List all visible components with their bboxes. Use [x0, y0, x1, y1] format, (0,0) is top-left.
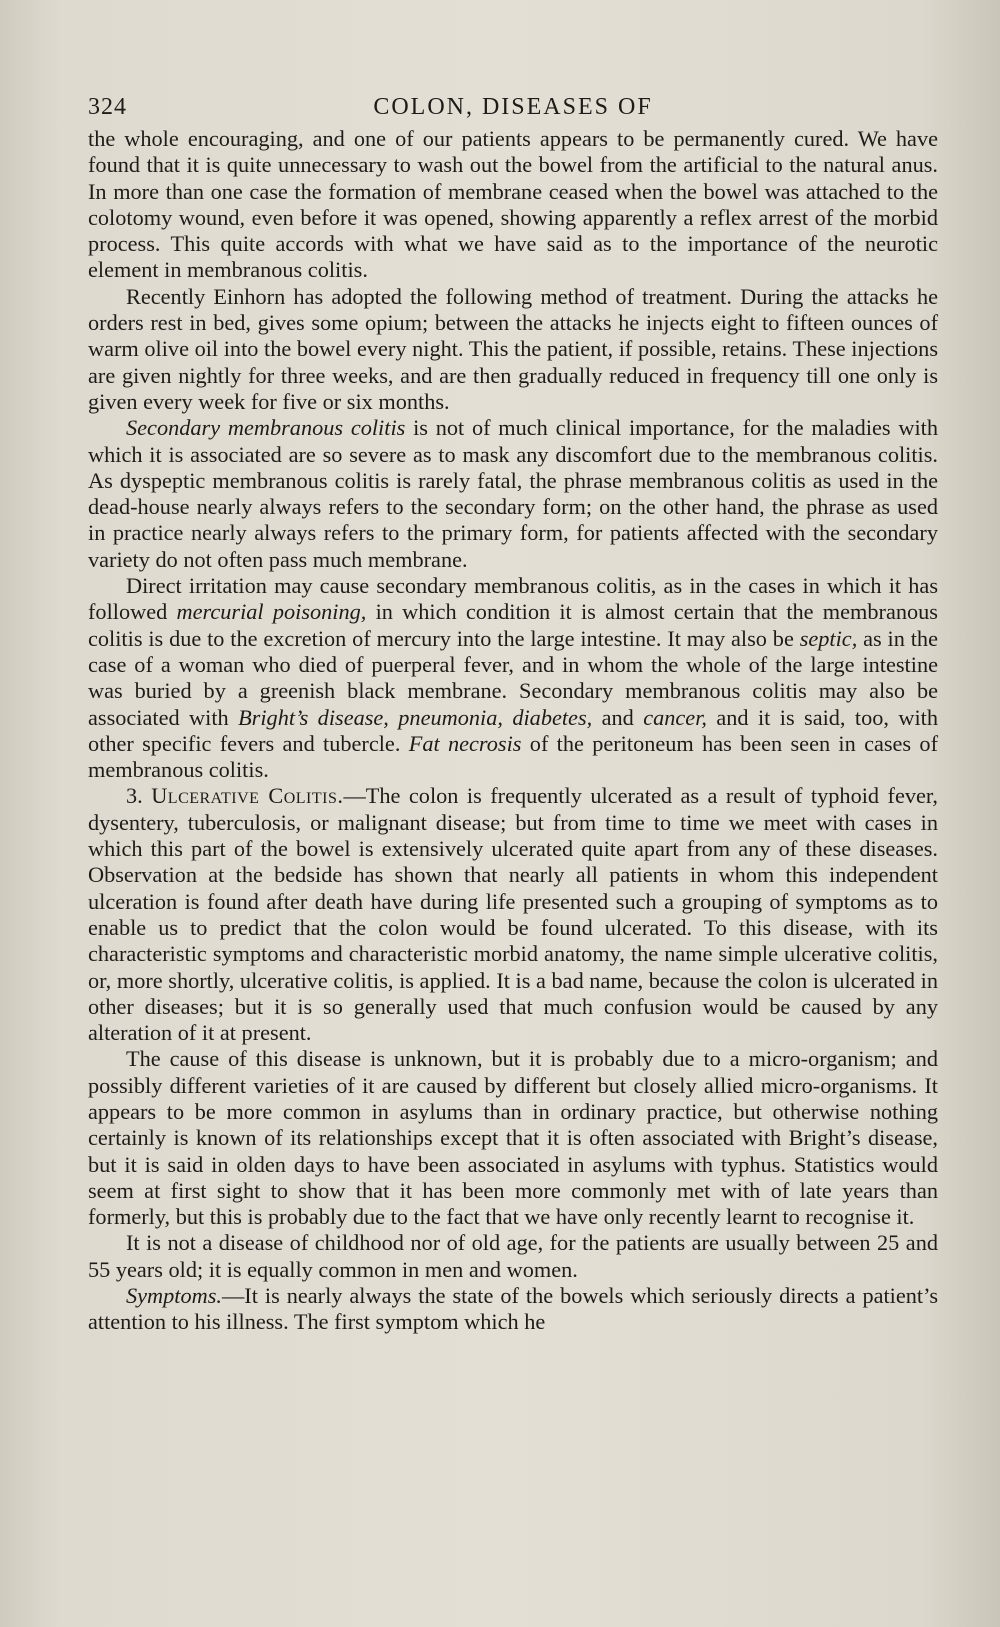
- text-run: Direct irritation may cause secondary membranous colitis, as in the cases in which it has followed: [88, 573, 938, 625]
- paragraph: [88, 1230, 938, 1283]
- paragraph: [88, 415, 938, 573]
- text-run: in which condition it is almost certain that the membranous colitis is due to the excretion of mercury into the large intestine. It may also be: [88, 599, 938, 651]
- text-run: —The colon is frequently ulcerated as a result of typhoid fever, dysentery, tuberculosis, or malignant disease; but from time to time we meet with cases in which this part of the bowel is extensively ulcerated quite apart from any of these diseases. Observation at the bedside has shown that nearly all patients in whom this independent ulceration is found after death have during life presented such a grouping of symptoms as to enable us to predict that the colon would be found ulcerated. To this disease, with its characteristic symptoms and characteristic morbid anatomy, the name simple ulcerative colitis, or, more shortly, ulcerative colitis, is applied. It is a bad name, because the colon is ulcerated in other diseases; but it is so generally used that much confusion would be caused by any alteration of it at present.: [88, 783, 938, 1046]
- text-run: Recently Einhorn has adopted the following method of treatment. During the attacks he orders rest in bed, gives some opium; between the attacks he injects eight to fifteen ounces of warm olive oil into the bowel every night. This the patient, if possible, retains. These injections are given nightly for three weeks, and are then gradually reduced in frequency till one only is given every week for five or six months.: [88, 283, 938, 414]
- text-run: 3.: [126, 783, 152, 809]
- text-run: is not of much clinical importance, for the maladies with which it is associated are so severe as to mask any discomfort due to the membranous colitis. As dyspeptic membranous colitis is rarely fatal, the phrase membranous colitis as used in the dead-house nearly always refers to the secondary form; on the other hand, the phrase as used in practice nearly always refers to the primary form, for patients affected with the secondary variety do not often pass much membrane.: [88, 415, 938, 572]
- italic-text: Secondary membranous colitis: [126, 415, 406, 441]
- italic-text: cancer,: [643, 704, 707, 730]
- page-header: [88, 84, 938, 126]
- text-run: of the peritoneum has been seen in cases of membranous colitis.: [88, 730, 938, 783]
- running-title: COLON, DISEASES OF: [373, 94, 653, 120]
- italic-text: septic,: [799, 625, 858, 651]
- text-run: as in the case of a woman who died of puerperal fever, and in whom the whole of the large intestine was buried by a greenish black membrane. Secondary membranous colitis may also be associated with: [88, 625, 938, 730]
- paragraph: [88, 1046, 938, 1230]
- paragraph: [88, 284, 938, 415]
- paragraph: [88, 126, 938, 284]
- paragraph: [88, 783, 938, 1046]
- page-number: 324: [88, 94, 127, 120]
- paragraph: [88, 573, 938, 783]
- text-run: the whole encouraging, and one of our patients appears to be permanently cured. We have found that it is quite unnecessary to wash out the bowel from the artificial to the natural anus. In more than one case the formation of membrane ceased when the bowel was attached to the colotomy wound, even before it was opened, showing apparently a reflex arrest of the morbid process. This quite accords with what we have said as to the importance of the neurotic element in membranous colitis.: [88, 126, 938, 283]
- paragraph: [88, 1283, 938, 1336]
- text-run: and: [592, 704, 644, 730]
- italic-text: mercurial poisoning,: [176, 599, 367, 625]
- text-run: The cause of this disease is unknown, but it is probably due to a micro-organism; and possibly different varieties of it are caused by different but closely allied micro-organisms. It appears to be more common in asylums than in ordinary practice, but otherwise nothing certainly is known of its relationships except that it is often associated with Bright’s disease, but it is said in olden days to have been associated in asylums with typhus. Statistics would seem at first sight to show that it has been more commonly met with of late years than formerly, but this is probably due to the fact that we have only recently learnt to recognise it.: [88, 1046, 938, 1230]
- italic-text: Bright’s disease, pneumonia, diabetes,: [238, 704, 593, 730]
- section-heading: Ulcerative Colitis.: [151, 783, 344, 809]
- italic-text: Fat necrosis: [408, 730, 522, 756]
- body-text: [88, 126, 938, 1336]
- text-run: and it is said, too, with other specific fevers and tubercle.: [88, 704, 938, 756]
- text-run: It is not a disease of childhood nor of old age, for the patients are usually between 25 and 55 years old; it is equally common in men and women.: [88, 1230, 938, 1282]
- text-run: —It is nearly always the state of the bowels which seriously directs a patient’s attention to his illness. The first symptom which he: [88, 1283, 938, 1335]
- italic-text: Symptoms.: [126, 1283, 222, 1309]
